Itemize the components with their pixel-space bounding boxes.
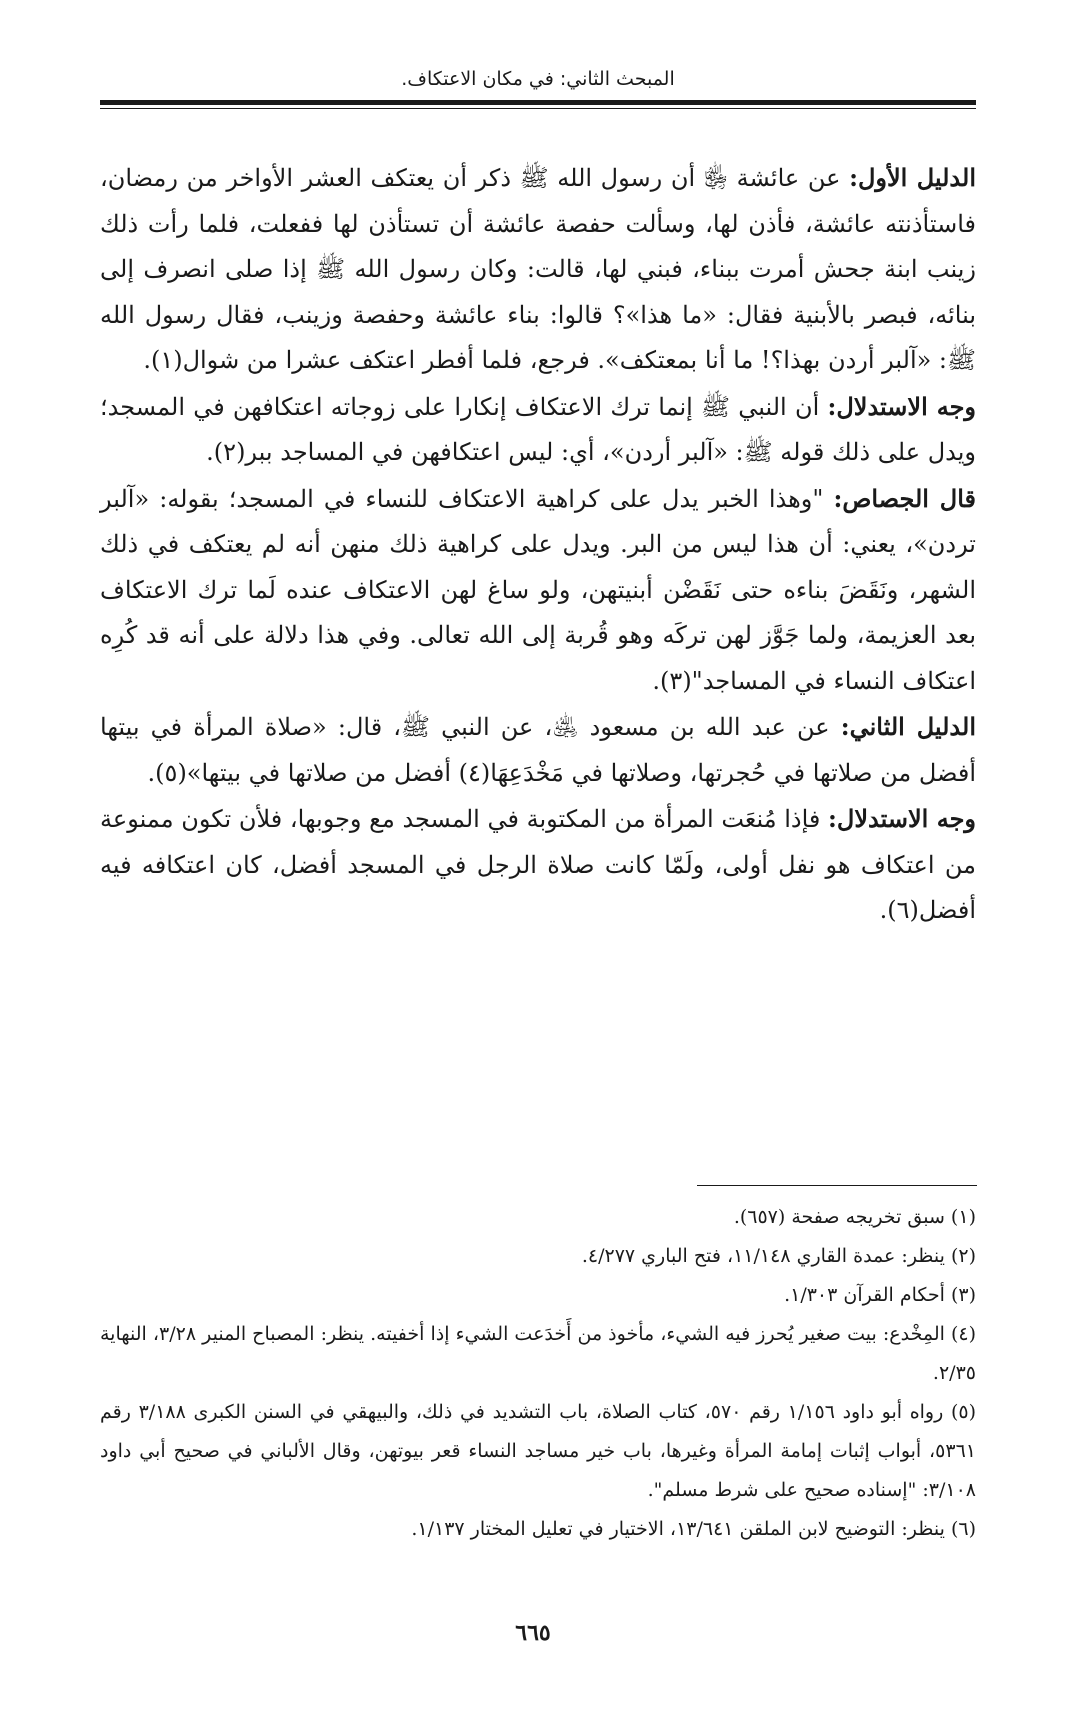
header-rule-thick (100, 100, 976, 105)
footnote-separator (697, 1185, 977, 1186)
paragraph-jassas-quote (100, 476, 976, 705)
footnote-1: (١) سبق تخريجه صفحة (٦٥٧). (733, 1206, 976, 1228)
footnote-4: (٤) المِخْدع: بيت صغير يُحرز فيه الشيء، مأخوذ من أَخدَعت الشيء إذا أخفيته. ينظر: المصباح المنير ٣/٢٨، النهاية ٢/٣٥. (100, 1323, 977, 1384)
paragraph-text: "وهذا الخبر يدل على كراهية الاعتكاف للنساء في المسجد؛ بقوله: «آلبر تردن»، يعني: أن هذا ليس من البر. ويدل على كراهية ذلك منهن أنه لم يعتكف في ذلك الشهر، ونَقَضَ بناءه حتى نَقَضْن أبنيتهن، ولو ساغ لهن الاعتكاف عنده لَما ترك الاعتكاف بعد العزيمة، ولما جَوَّز لهن تركَه وهو قُربة إلى الله تعالى. وفي هذا دلالة على أنه قد كُرِه اعتكاف النساء في المساجد"(٣). (100, 484, 977, 695)
paragraph-label: قال الجصاص: (833, 483, 976, 513)
paragraph-text: فإذا مُنعَت المرأة من المكتوبة في المسجد مع وجوبها، فلأن تكون ممنوعة من اعتكاف هو نفل أولى، ولَمّا كانت صلاة الرجل في المسجد أفضل، كان اعتكافه فيه أفضل(٦). (100, 805, 976, 924)
page-number: ٦٦٥ (515, 1620, 551, 1646)
footnotes (100, 1198, 976, 1549)
paragraph-label: الدليل الأول: (849, 163, 977, 192)
paragraph-label: الدليل الثاني: (840, 712, 976, 741)
main-text (100, 155, 976, 934)
paragraph-inference (100, 384, 976, 476)
footnote-3: (٣) أحكام القرآن ١/٣٠٣. (784, 1284, 976, 1306)
paragraph-inference-2 (100, 796, 976, 934)
paragraph-label: وجه الاستدلال: (827, 391, 977, 421)
paragraph-text: أن النبي ﷺ إنما ترك الاعتكاف إنكارا على زوجاته اعتكافهن في المسجد؛ ويدل على ذلك قوله ﷺ: «آلبر أردن»، أي: ليس اعتكافهن في المساجد ببر(٢). (100, 392, 976, 466)
header-rule-thin (100, 108, 976, 109)
paragraph-text: عن عائشة ﵂ أن رسول الله ﷺ ذكر أن يعتكف العشر الأواخر من رمضان، فاستأذنته عائشة، فأذن لها، وسألت حفصة عائشة أن تستأذن لها ففعلت، فلما رأت ذلك زينب ابنة جحش أمرت ببناء، فبني لها، قالت: وكان رسول الله ﷺ إذا صلى انصرف إلى بنائه، فبصر بالأبنية فقال: «ما هذا»؟ قالوا: بناء عائشة وحفصة وزينب، فقال رسول الله ﷺ: «آلبر أردن بهذا؟! ما أنا بمعتكف». فرجع، فلما أفطر اعتكف عشرا من شوال(١). (100, 164, 977, 374)
paragraph-first-evidence (100, 155, 976, 384)
paragraph-label: وجه الاستدلال: (828, 804, 976, 833)
footnote-2: (٢) ينظر: عمدة القاري ١١/١٤٨، فتح الباري ٤/٢٧٧. (581, 1245, 976, 1267)
paragraph-second-evidence (100, 704, 976, 796)
footnote-6: (٦) ينظر: التوضيح لابن الملقن ١٣/٦٤١، الاختيار في تعليل المختار ١/١٣٧. (411, 1518, 976, 1540)
footnote-5: (٥) رواه أبو داود ١/١٥٦ رقم ٥٧٠، كتاب الصلاة، باب التشديد في ذلك، والبيهقي في السنن الكبرى ٣/١٨٨ رقم ٥٣٦١، أبواب إثبات إمامة المرأة وغيرها، باب خير مساجد النساء قعر بيوتهن، وقال الألباني في صحيح أبي داود ٣/١٠٨: "إسناده صحيح على شرط مسلم". (100, 1401, 977, 1501)
paragraph-text: عن عبد الله بن مسعود ﵁، عن النبي ﷺ، قال: «صلاة المرأة في بيتها أفضل من صلاتها في حُجرتها، وصلاتها في مَخْدَعِهَا(٤) أفضل من صلاتها في بيتها»(٥). (100, 713, 976, 787)
running-header: المبحث الثاني: في مكان الاعتكاف. (401, 68, 675, 90)
